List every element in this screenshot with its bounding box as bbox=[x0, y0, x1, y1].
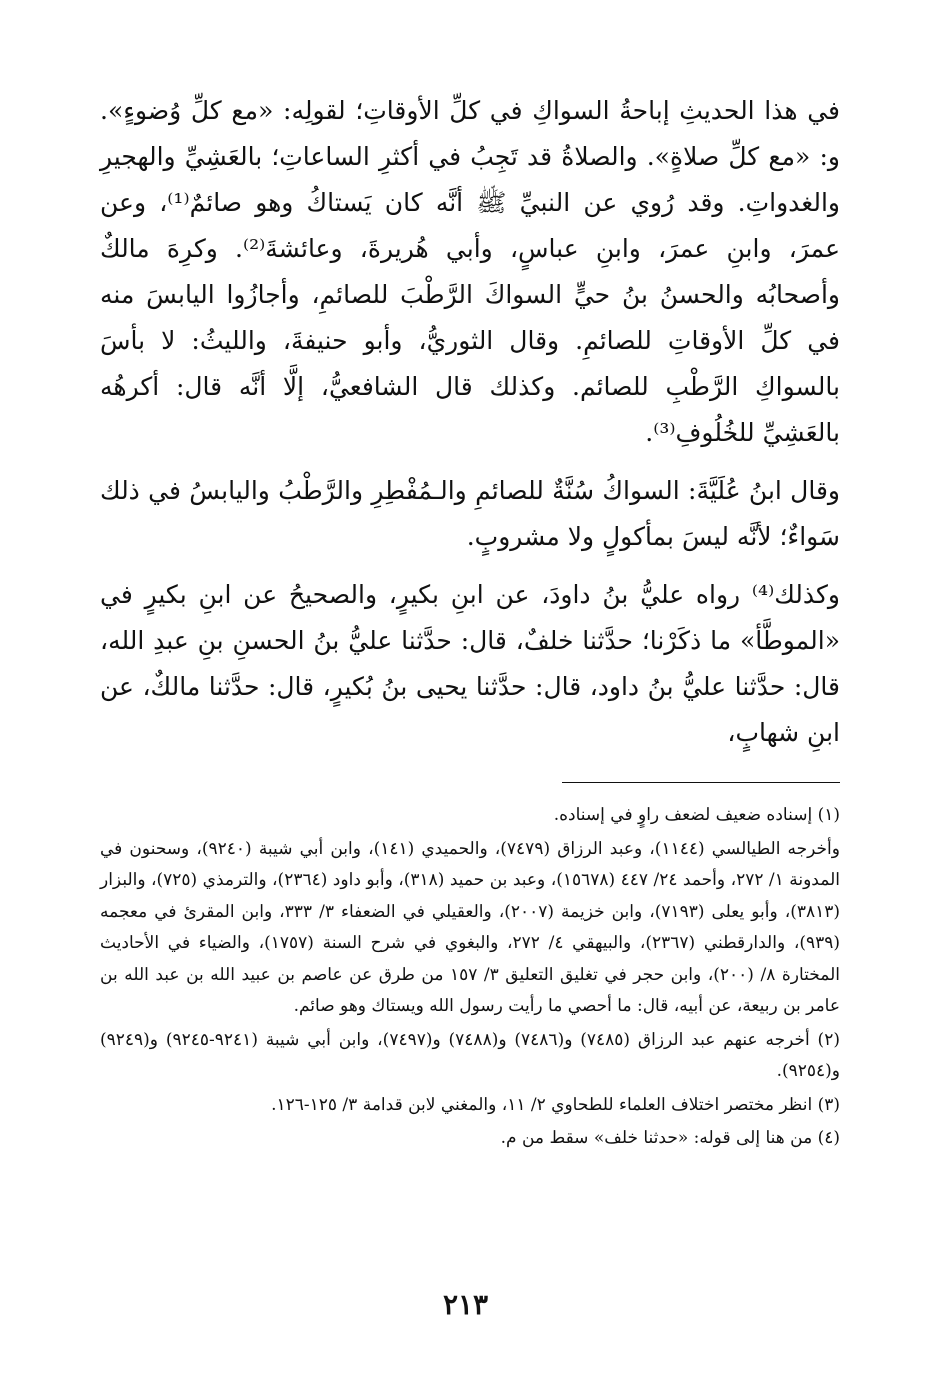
main-paragraph-3: وكذلك⁽⁴⁾ رواه عليُّ بنُ داودَ، عن ابنِ بكيرٍ، والصحيحُ عن ابنِ بكيرٍ في «الموطَّأ» ما ذكَرْنا؛ حدَّثنا خلفٌ، قال: حدَّثنا عليُّ بنُ الحسنِ بنِ عبدِ الله، قال: حدَّثنا عليُّ بنُ داود، قال: حدَّثنا يحيى بنُ بُكيرٍ، قال: حدَّثنا مالكٌ، عن ابنِ شهابٍ، bbox=[100, 580, 840, 747]
footnote-1: (١) إسناده ضعيف لضعف راوٍ في إسناده. bbox=[553, 805, 840, 825]
footnote-1-continued: وأخرجه الطيالسي (١١٤٤)، وعبد الرزاق (٧٤٧٩)، والحميدي (١٤١)، وابن أبي شيبة (٩٢٤٠)، وسحنون في المدونة ١/ ٢٧٢، وأحمد ٢٤/ ٤٤٧ (١٥٦٧٨)، وعبد بن حميد (٣١٨)، وأبو داود (٢٣٦٤)، والترمذي (٧٢٥)، والبزار (٣٨١٣)، وأبو يعلى (٧١٩٣)، وابن خزيمة (٢٠٠٧)، والعقيلي في الضعفاء ٣/ ٣٣٣، وابن المقرئ في معجمه (٩٣٩)، والدارقطني (٢٣٦٧)، والبيهقي ٤/ ٢٧٢، والبغوي في شرح السنة (١٧٥٧)، والضياء في الأحاديث المختارة ٨/ (٢٠٠)، وابن حجر في تغليق التعليق ٣/ ١٥٧ من طرق عن عاصم بن عبيد الله بن عبد الله بن عامر بن ربيعة، عن أبيه، قال: ما أحصي ما رأيت رسول الله ويستاك وهو صائم. bbox=[100, 838, 841, 1016]
footnote-4: (٤) من هنا إلى قوله: «حدثنا خلف» سقط من م. bbox=[500, 1128, 840, 1148]
footnote-divider bbox=[562, 782, 840, 783]
footnote-3: (٣) انظر مختصر اختلاف العلماء للطحاوي ٢/ ١١، والمغني لابن قدامة ٣/ ١٢٥-١٢٦. bbox=[271, 1094, 840, 1115]
page-number: ٢١٣ bbox=[442, 1288, 489, 1321]
footnotes-section bbox=[100, 800, 840, 1157]
footnote-2: (٢) أخرجه عنهم عبد الرزاق (٧٤٨٥) و(٧٤٨٦) و(٧٤٨٨) و(٧٤٩٧)، وابن أبي شيبة (٩٢٤١-٩٢٤٥) و(٩٢٤٩) و(٩٢٥٤). bbox=[100, 1029, 840, 1081]
main-text-body bbox=[100, 88, 840, 768]
main-paragraph-1: في هذا الحديثِ إباحةُ السواكِ في كلِّ الأوقاتِ؛ لقولِه: «مع كلِّ وُضوءٍ». و: «مع كلِّ صلاةٍ». والصلاةُ قد تَجِبُ في أكثرِ الساعاتِ؛ بالعَشِيِّ والهجيرِ والغدواتِ. وقد رُوي عن النبيِّ ﷺ أنَّه كان يَستاكُ وهو صائمٌ⁽¹⁾، وعن عمرَ، وابنِ عمرَ، وابنِ عباسٍ، وأبي هُريرةَ، وعائشةَ⁽²⁾. وكرِهَ مالكٌ وأصحابُه والحسنُ بنُ حيٍّ السواكَ الرَّطْبَ للصائمِ، وأجازُوا اليابسَ منه في كلِّ الأوقاتِ للصائمِ. وقال الثوريُّ، وأبو حنيفةَ، والليثُ: لا بأسَ بالسواكِ الرَّطْبِ للصائم. وكذلك قال الشافعيُّ، إلَّا أنَّه قال: أكرهُه بالعَشِيِّ للخُلُوفِ⁽³⁾. bbox=[100, 96, 841, 447]
main-paragraph-2: وقال ابنُ عُلَيَّةَ: السواكُ سُنَّةٌ للصائمِ والـمُفْطِرِ والرَّطْبُ واليابسُ في ذلك سَواءٌ؛ لأنَّه ليسَ بمأكولٍ ولا مشروبٍ. bbox=[100, 476, 840, 551]
